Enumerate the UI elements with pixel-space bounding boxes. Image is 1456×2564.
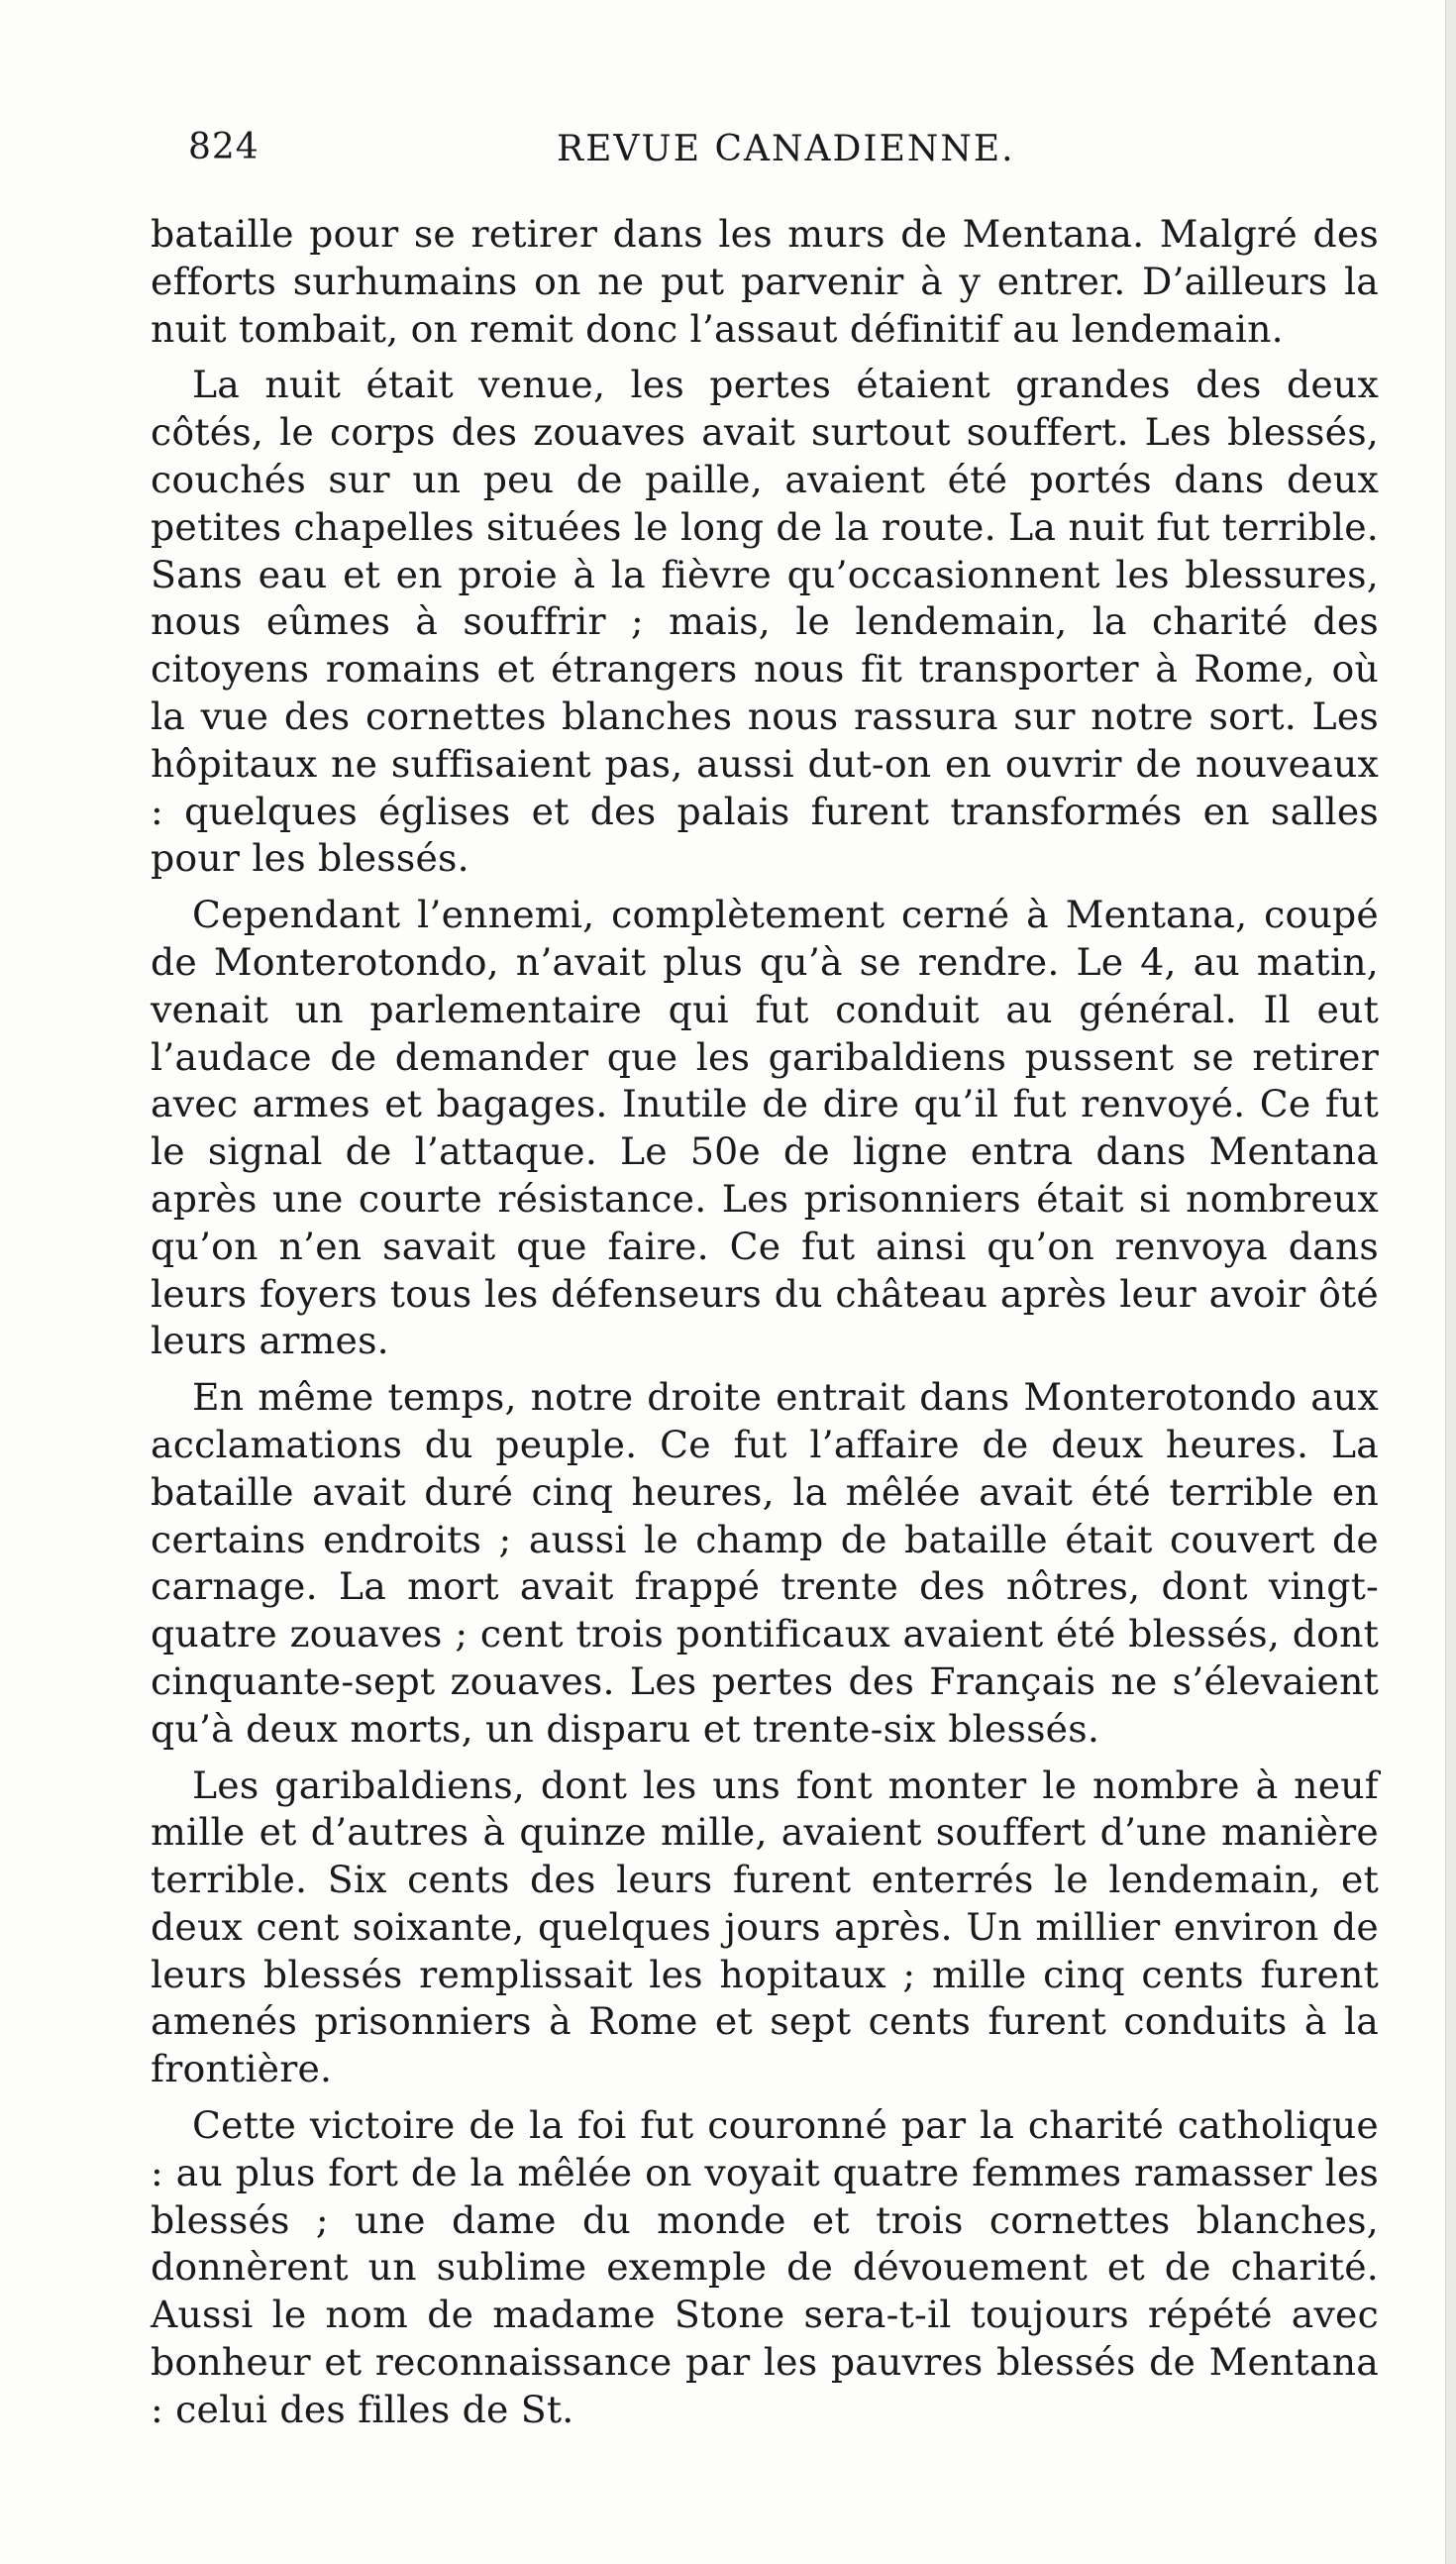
paragraph: bataille pour se retirer dans les murs de Mentana. Malgré des efforts surhumains on ne put parvenir à y entrer. D’ailleurs la nuit tombait, on remit donc l’assaut définitif au lendemain.	[151, 212, 1379, 351]
page-edge	[1445, 0, 1456, 2564]
body-text	[151, 211, 1379, 2443]
paragraph: La nuit était venue, les pertes étaient grandes des deux côtés, le corps des zouaves avait surtout souffert. Les blessés, couchés sur un peu de paille, avaient été portés dans deux petites chapelles situées le long de la route. La nuit fut terrible. Sans eau et en proie à la fièvre qu’occasionnent les blessures, nous eûmes à souffrir ; mais, le lendemain, la charité des citoyens romains et étrangers nous fit transporter à Rome, où la vue des cornettes blanches nous rassura sur notre sort. Les hôpitaux ne suffisaient pas, aussi dut-on en ouvrir de nouveaux : quelques églises et des palais furent transformés en salles pour les blessés.	[151, 363, 1379, 881]
running-title: REVUE CANADIENNE.	[557, 129, 1015, 169]
page-number: 824	[188, 127, 260, 167]
paragraph: Cette victoire de la foi fut couronné par la charité catholique : au plus fort de la mêlée on voyait quatre femmes ramasser les blessés ; une dame du monde et trois cornettes blanches, donnèrent un sublime exemple de dévouement et de charité. Aussi le nom de madame Stone sera-t-il toujours répété avec bonheur et reconnaissance par les pauvres blessés de Mentana : celui des filles de St.	[151, 2103, 1379, 2431]
paragraph: En même temps, notre droite entrait dans Monterotondo aux acclamations du peuple. Ce fut l’affaire de deux heures. La bataille avait duré cinq heures, la mêlée avait été terrible en certains endroits ; aussi le champ de bataille était couvert de carnage. La mort avait frappé trente des nôtres, dont vingt-quatre zouaves ; cent trois pontificaux avaient été blessés, dont cinquante-sept zouaves. Les pertes des Français ne s’élevaient qu’à deux morts, un disparu et trente-six blessés.	[151, 1375, 1379, 1751]
paragraph: Cependant l’ennemi, complètement cerné à Mentana, coupé de Monterotondo, n’avait plus qu’à se rendre. Le 4, au matin, venait un parlementaire qui fut conduit au général. Il eut l’audace de demander que les garibaldiens pussent se retirer avec armes et bagages. Inutile de dire qu’il fut renvoyé. Ce fut le signal de l’attaque. Le 50e de ligne entra dans Mentana après une courte résistance. Les prisonniers était si nombreux qu’on n’en savait que faire. Ce fut ainsi qu’on renvoya dans leurs foyers tous les défenseurs du château après leur avoir ôté leurs armes.	[151, 893, 1379, 1363]
page-header	[188, 127, 1372, 186]
paragraph: Les garibaldiens, dont les uns font monter le nombre à neuf mille et d’autres à quinze mille, avaient souffert d’une manière terrible. Six cents des leurs furent enterrés le lendemain, et deux cent soixante, quelques jours après. Un millier environ de leurs blessés remplissait les hopitaux ; mille cinq cents furent amenés prisonniers à Rome et sept cents furent conduits à la frontière.	[151, 1763, 1379, 2091]
